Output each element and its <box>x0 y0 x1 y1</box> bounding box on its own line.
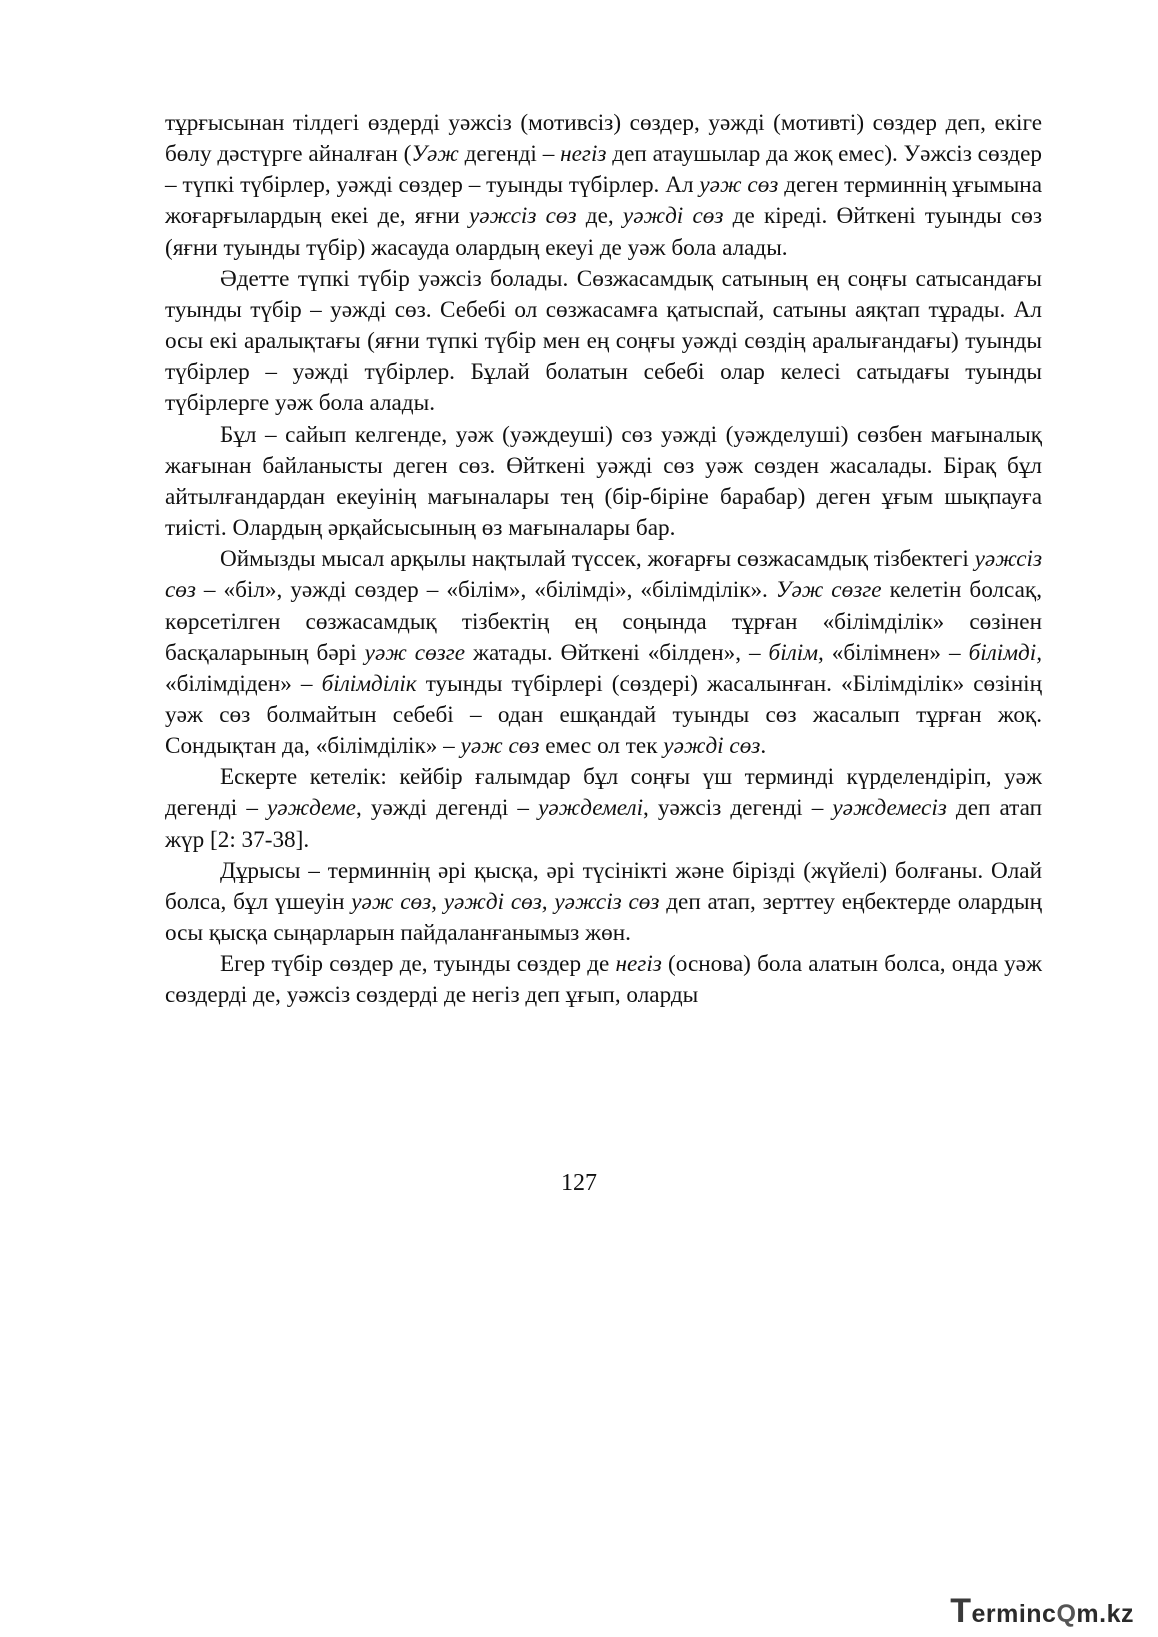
italic-term: білім, <box>768 639 824 666</box>
paragraph <box>165 420 1042 545</box>
paragraph <box>165 544 1042 762</box>
text-run: «білімнен» – <box>823 639 969 666</box>
text-run: . <box>760 733 767 760</box>
text-run: емес ол тек <box>539 733 664 760</box>
italic-term: уәждемелі <box>538 795 644 822</box>
italic-term: уәждемесіз <box>832 795 947 822</box>
italic-term: уәждеме <box>267 795 356 822</box>
page-number: 127 <box>561 1170 597 1196</box>
text-run: «білімдіден» – <box>165 670 322 697</box>
italic-term: уәжсіз сөз <box>165 546 1042 604</box>
text-run: Егер түбір сөздер де, туынды сөздер де <box>220 951 616 978</box>
text-run: Дұрысы – терминнің әрі қысқа, әрі түсінікті және бірізді (жүйелі) болғаны. Олай болса, бұл үшеуін <box>165 857 1042 915</box>
paragraph <box>165 108 1042 264</box>
text-run: деп атап жүр [2: 37-38]. <box>165 795 1042 853</box>
text-run: деп атап, зерттеу еңбектерде олардың осы қысқа сыңарларын пайдаланғанымыз жөн. <box>165 888 1042 947</box>
italic-term: уәжді сөз <box>663 733 761 760</box>
paragraph <box>165 762 1042 855</box>
text-run: туынды түбірлері (сөздері) жасалынған. «Білімділік» сөзінің уәж сөз болмайтын себебі – одан ешқандай туынды сөз жасалып тұрған жоқ. Сондықтан да, «білімділік» – <box>165 670 1043 760</box>
italic-term: уәж сөз <box>699 172 779 199</box>
italic-term: уәжді сөз <box>622 203 724 230</box>
paragraph <box>165 856 1042 949</box>
text-run: Ескерте кетелік: кейбір ғалымдар бұл соңғы үш терминді күрделендіріп, уәж дегенді – <box>165 764 1042 822</box>
paragraph <box>165 949 1042 1011</box>
text-run: Әдетте түпкі түбір уәжсіз болады. Сөзжасамдық сатының ең соңғы сатысандағы туынды түбір – уәжді сөз. Себебі ол сөзжасамға қатыспай, сатыны аяқтап тұрады. Ал осы екі аралықтағы (яғни түпкі түбір мен ең соңғы уәжді сөздің аралығандағы) туынды түбірлер – уәжді түбірлер. Бұлай болатын себебі олар келесі сатыдағы туынды түбірлерге уәж бола алады. <box>165 265 1042 417</box>
text-run: деген терминнің ұғымына жоғарғылардың екеі де, яғни <box>165 172 1042 230</box>
italic-term: уәж сөз <box>460 733 540 760</box>
text-run: Бұл – сайып келгенде, уәж (уәждеуші) сөз уәжді (уәжделуші) сөзбен мағыналық жағынан байланысты деген сөз. Өйткені уәжді сөз уәж сөзден жасалады. Бірақ бұл айтылғандардан екеуінің мағыналары тең (бір-біріне барабар) деген ұғым шықпауға тиісті. Олардың әрқайсысының өз мағыналары бар. <box>165 421 1042 542</box>
termincom-watermark <box>950 1592 1134 1631</box>
text-run: жатады. Өйткені «білден», – <box>465 639 769 666</box>
magnifier-icon: Q <box>1056 1600 1077 1628</box>
text-run: , уәжді дегенді – <box>355 795 539 822</box>
text-run: деп атаушылар да жоқ емес). Уәжсіз сөздер – түпкі түбірлер, уәжді сөздер – туынды түбірлер. Ал <box>165 141 1042 199</box>
paragraph <box>165 264 1042 420</box>
text-run: келетін болсақ, көрсетілген сөзжасамдық тізбектің ең соңында тұрған «білімділік» сөзінен басқаларының бәрі <box>165 577 1042 666</box>
text-run: де, <box>576 203 623 230</box>
text-run: дегенді – <box>458 141 561 168</box>
italic-term: уәжсіз сөз <box>469 203 577 230</box>
italic-term: негіз <box>560 141 607 168</box>
italic-term: уәж сөз, уәжді сөз, уәжсіз сөз <box>351 888 660 915</box>
text-run: , уәжсіз дегенді – <box>643 795 833 822</box>
text-run: (основа) бола алатын болса, онда уәж сөздерді де, уәжсіз сөздерді де негіз деп ұғып, оларды <box>165 951 1042 1009</box>
watermark-first-letter: T <box>950 1592 972 1630</box>
italic-term: білімді, <box>968 639 1042 666</box>
italic-term: негіз <box>615 951 662 978</box>
watermark-text-part1: erminc <box>971 1600 1057 1628</box>
text-run: тұрғысынан тілдегі өздерді уәжсіз (мотивсіз) сөздер, уәжді (мотивті) сөздер деп, екіге бөлу дәстүрге айналған ( <box>165 110 1042 168</box>
text-run: – «біл», уәжді сөздер – «білім», «білімді», «білімділік». <box>195 577 776 604</box>
italic-term: уәж сөзге <box>364 639 466 666</box>
text-run: Оймызды мысал арқылы нақтылай түссек, жоғарғы сөзжасамдық тізбектегі <box>220 546 975 573</box>
italic-term: Уәж <box>411 141 459 168</box>
text-run: де кіреді. Өйткені туынды сөз (яғни туынды түбір) жасауда олардың екеуі де уәж бола алады. <box>165 203 1042 261</box>
italic-term: білімділік <box>321 670 417 697</box>
italic-term: Уәж сөзге <box>775 577 882 604</box>
body-text <box>165 108 1042 1012</box>
watermark-text-part2: m.kz <box>1076 1600 1134 1628</box>
